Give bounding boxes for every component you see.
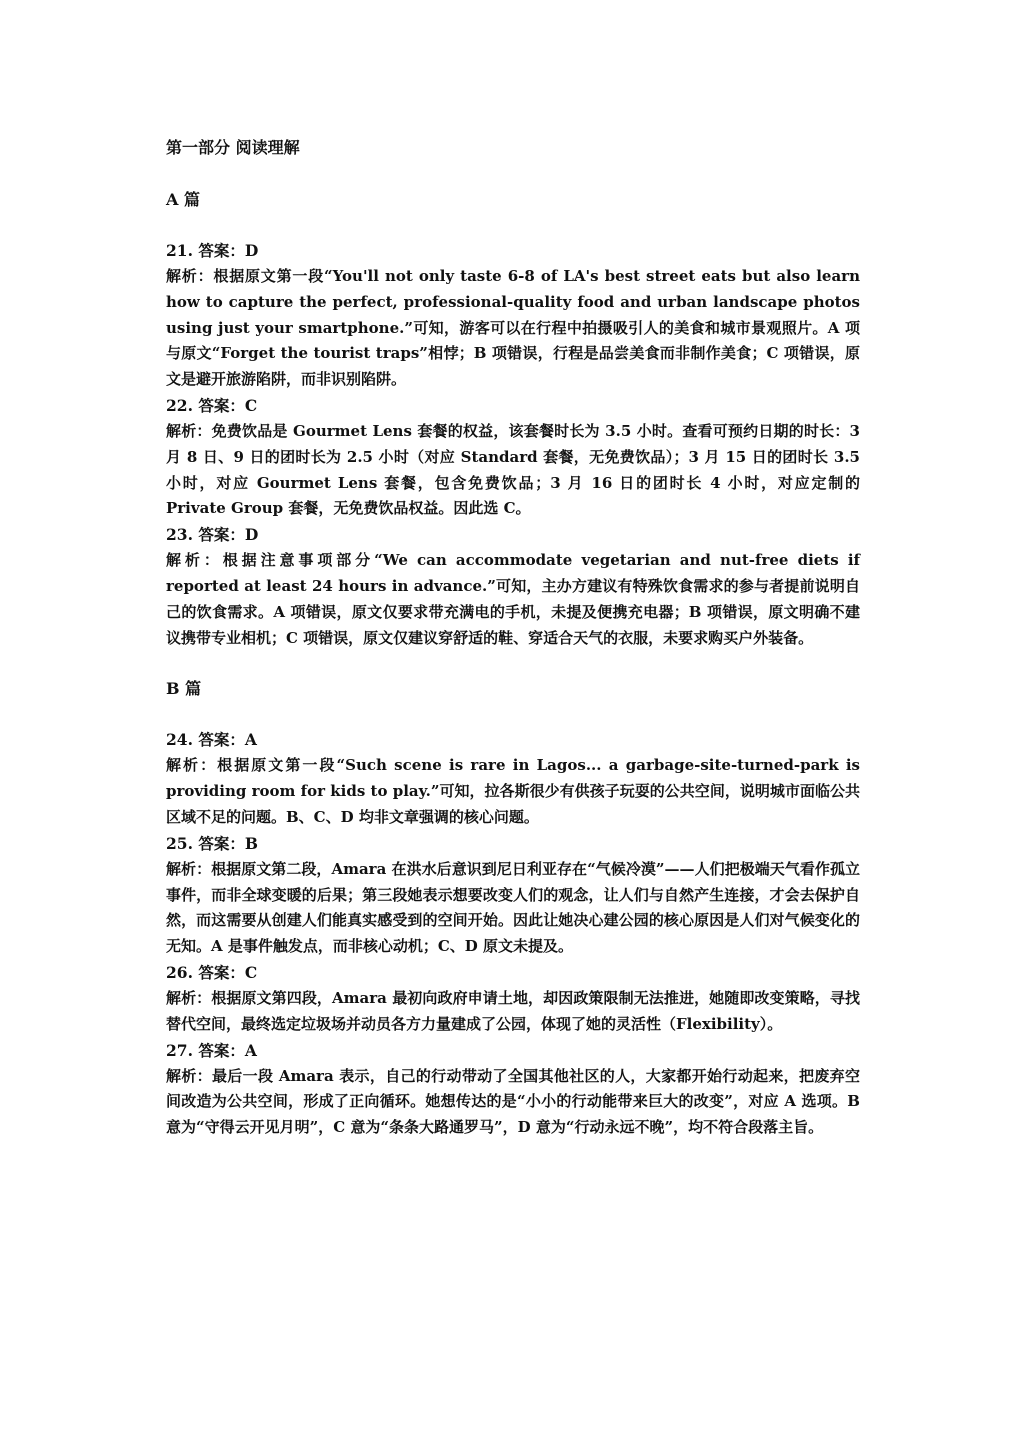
question-26 bbox=[166, 960, 860, 1038]
answer-line: 27. 答案：A bbox=[166, 1040, 257, 1060]
answer-line: 25. 答案：B bbox=[166, 833, 258, 853]
answer-line: 21. 答案：D bbox=[166, 241, 259, 260]
section-a bbox=[166, 188, 860, 651]
analysis-paragraph: 解析：根据原文第一段“You'll not only taste 6-8 of LA's best street eats but also learn how to capture the perfect, professional-quality food and urban landscape photos using just your smartphone.”可知，游客可以在行程中拍摄吸引人的美食和城市景观照片。A 项与原文“Forget the tourist traps”相悖；B 项错误，行程是品尝美食而非制作美食；C 项错误，原文是避开旅游陷阱，而非识别陷阱。 bbox=[166, 267, 860, 389]
answer-line: 24. 答案：A bbox=[166, 730, 257, 750]
answer-line: 22. 答案：C bbox=[166, 395, 258, 415]
section-b bbox=[166, 677, 860, 1141]
analysis-paragraph: 解析：根据原文第一段“Such scene is rare in Lagos... a garbage-site-turned-park is providing room for kids to play.”可知，拉各斯很少有供孩子玩耍的公共空间，说明城市面临公共区域不足的问题。B、C、D 均非文章强调的核心问题。 bbox=[166, 756, 860, 826]
question-25 bbox=[166, 831, 860, 960]
answer-line: 23. 答案：D bbox=[166, 525, 259, 545]
question-21 bbox=[166, 238, 860, 393]
analysis-paragraph: 解析：免费饮品是 Gourmet Lens 套餐的权益，该套餐时长为 3.5 小时。查看可预约日期的时长：3 月 8 日、9 日的团时长为 2.5 小时（对应 Standard 套餐，无免费饮品）；3 月 15 日的团时长 3.5 小时，对应 Gourmet Lens 套餐，包含免费饮品；3 月 16 日的团时长 4 小时，对应定制的 Private Group 套餐，无免费饮品权益。因此选 C。 bbox=[166, 421, 860, 518]
section-title-b: B 篇 bbox=[166, 679, 202, 699]
section-title-a: A 篇 bbox=[166, 190, 200, 209]
question-27 bbox=[166, 1038, 860, 1141]
question-23 bbox=[166, 522, 860, 651]
part-title: 第一部分 阅读理解 bbox=[166, 138, 300, 157]
answer-line: 26. 答案：C bbox=[166, 962, 258, 982]
question-22 bbox=[166, 393, 860, 522]
question-24 bbox=[166, 727, 860, 830]
analysis-paragraph: 解析：根据注意事项部分“We can accommodate vegetarian and nut-free diets if reported at least 24 hours in advance.”可知，主办方建议有特殊饮食需求的参与者提前说明自己的饮食需求。A 项错误，原文仅要求带充满电的手机，未提及便携充电器；B 项错误，原文明确不建议携带专业相机；C 项错误，原文仅建议穿舒适的鞋、穿适合天气的衣服，未要求购买户外装备。 bbox=[166, 551, 860, 647]
analysis-paragraph: 解析：最后一段 Amara 表示，自己的行动带动了全国其他社区的人，大家都开始行动起来，把废弃空间改造为公共空间，形成了正向循环。她想传达的是“小小的行动能带来巨大的改变”，对应 A 选项。B 意为“守得云开见月明”，C 意为“条条大路通罗马”，D 意为“行动永远不晚”，均不符合段落主旨。 bbox=[166, 1066, 860, 1137]
answer-key-content bbox=[166, 136, 860, 1167]
analysis-paragraph: 解析：根据原文第二段，Amara 在洪水后意识到尼日利亚存在“气候冷漠”——人们把极端天气看作孤立事件，而非全球变暖的后果；第三段她表示想要改变人们的观念，让人们与自然产生连接，才会去保护自然，而这需要从创建人们能真实感受到的空间开始。因此让她决心建公园的核心原因是人们对气候变化的无知。A 是事件触发点，而非核心动机；C、D 原文未提及。 bbox=[166, 859, 860, 956]
analysis-paragraph: 解析：根据原文第四段，Amara 最初向政府申请土地，却因政策限制无法推进，她随即改变策略，寻找替代空间，最终选定垃圾场并动员各方力量建成了公园，体现了她的灵活性（Flexibility）。 bbox=[166, 988, 860, 1033]
